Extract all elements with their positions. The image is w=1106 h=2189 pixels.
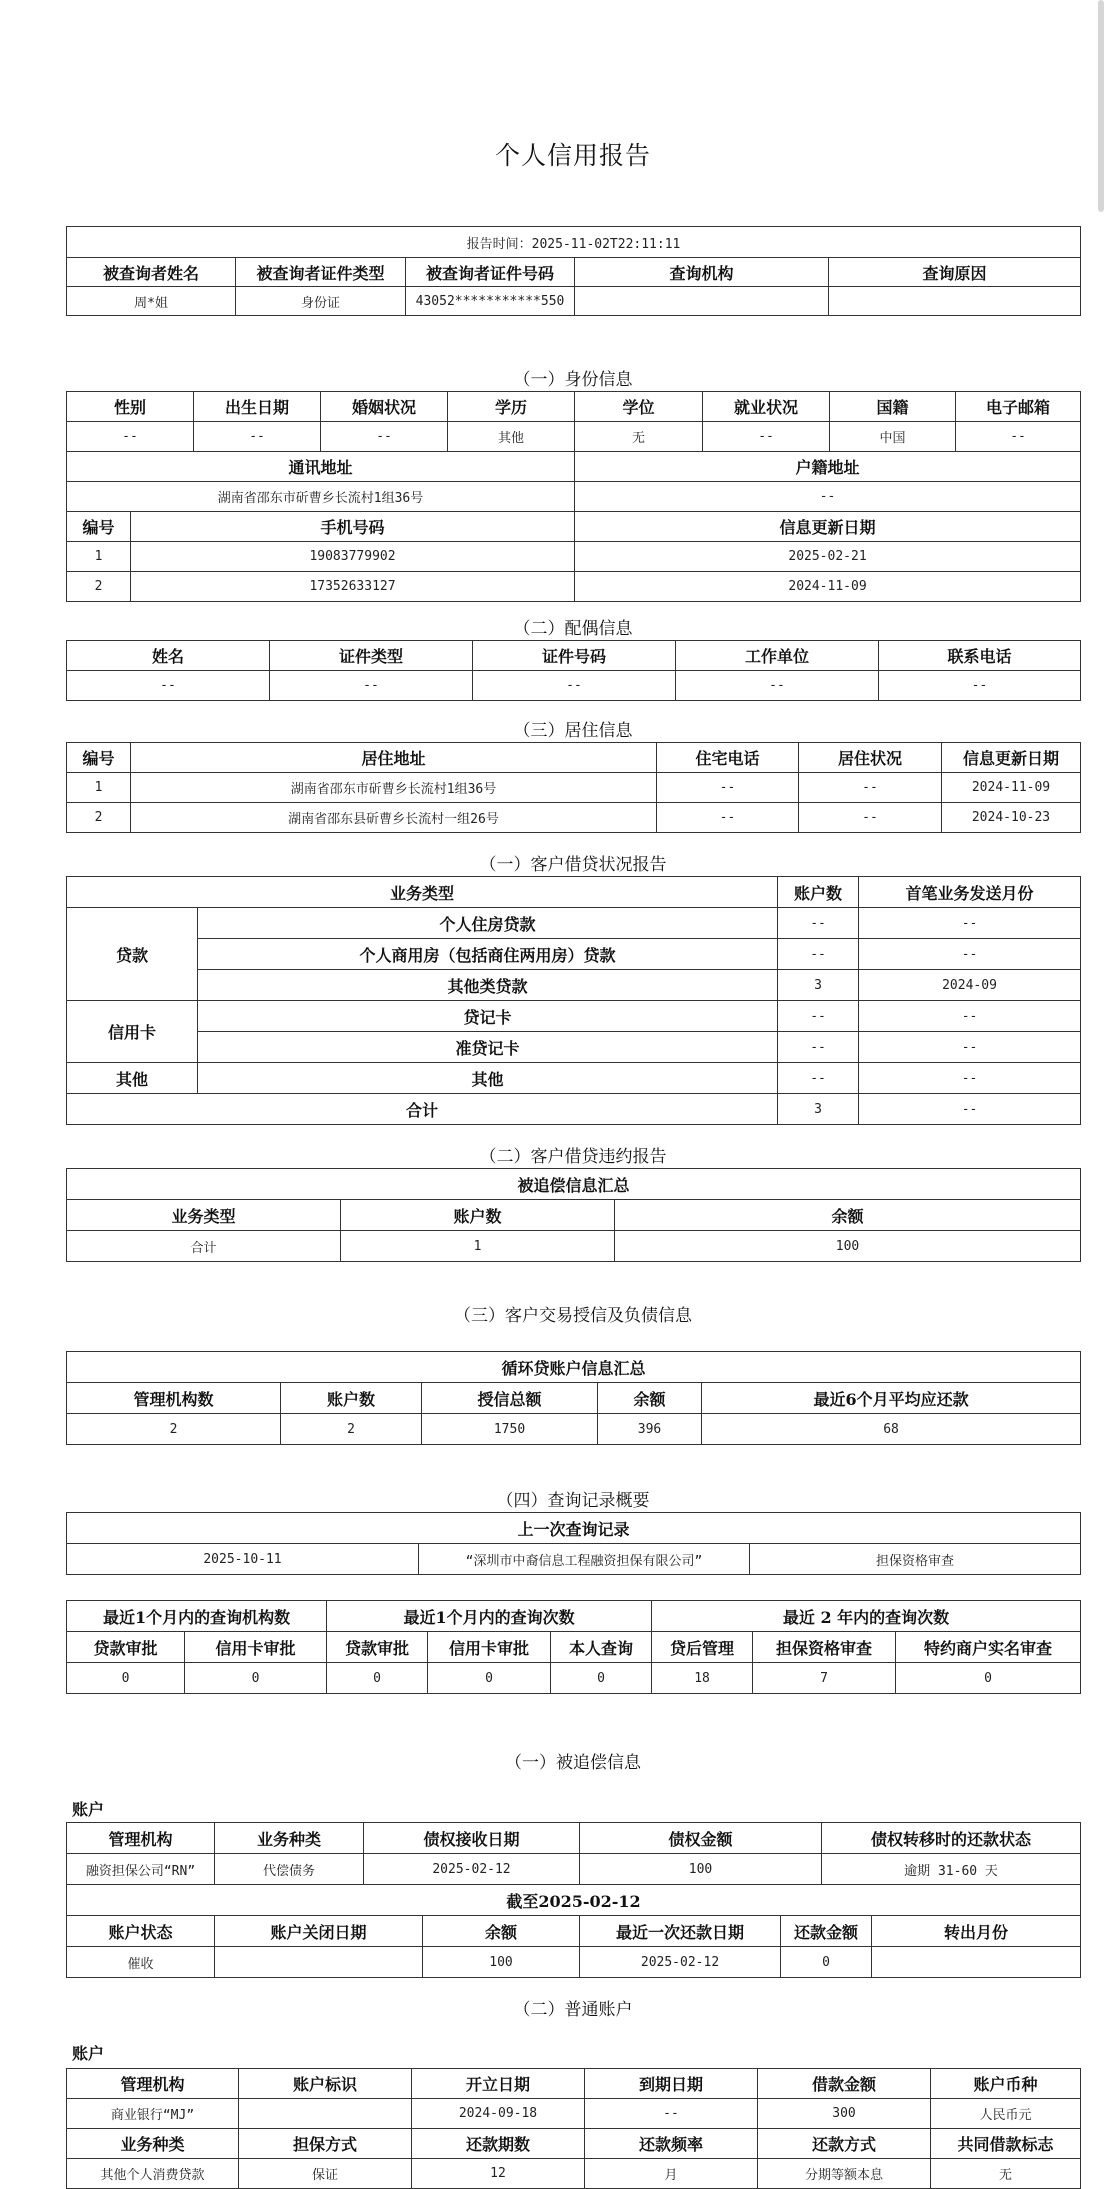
last-query-date: 2025-10-11 [67, 1544, 419, 1575]
normal-col-joint-flag: 共同借款标志 [931, 2129, 1081, 2159]
residence-status: -- [799, 773, 942, 803]
recovery-account-label: 账户 [72, 1800, 105, 1819]
spouse-col-id-type: 证件类型 [270, 641, 473, 671]
identity-col-birth: 出生日期 [194, 392, 321, 422]
loan-row-first-month: -- [859, 939, 1081, 970]
default-subtitle: 被追偿信息汇总 [67, 1169, 1081, 1200]
normal-val-joint-flag: 无 [931, 2159, 1081, 2189]
query-val: 0 [551, 1663, 652, 1694]
table-row [67, 773, 1081, 803]
residence-col-status: 居住状况 [799, 743, 942, 773]
phone-no: 1 [67, 542, 131, 572]
query-col: 信用卡审批 [428, 1632, 551, 1663]
residence-address: 湖南省邵东市斫曹乡长流村1组36号 [131, 773, 657, 803]
loan-row-count: -- [778, 1032, 859, 1063]
section-title-loan-status: （一）客户借贷状况报告 [479, 855, 667, 875]
recovery-col-amount: 债权金额 [580, 1823, 822, 1854]
table-row [67, 542, 1081, 572]
query-group-two-year-count: 最近 2 年内的查询次数 [652, 1601, 1081, 1632]
normal-col-currency: 账户币种 [931, 2069, 1081, 2099]
identity-val-household-address: -- [575, 482, 1081, 512]
recovery-val-amount: 100 [580, 1854, 822, 1885]
report-header-table [66, 226, 1081, 316]
identity-val-education: 其他 [448, 422, 575, 452]
identity-col-marital: 婚姻状况 [321, 392, 448, 422]
credit-val-balance: 396 [598, 1414, 702, 1445]
default-col-type: 业务类型 [67, 1200, 341, 1231]
loan-group-card: 信用卡 [67, 1001, 198, 1063]
identity-col-household-address: 户籍地址 [575, 452, 1081, 482]
phone-col-number: 手机号码 [131, 512, 575, 542]
identity-col-gender: 性别 [67, 392, 194, 422]
identity-val-gender: -- [67, 422, 194, 452]
normal-col-open-date: 开立日期 [412, 2069, 585, 2099]
identity-col-employment: 就业状况 [703, 392, 830, 422]
normal-val-account-id [239, 2099, 412, 2129]
credit-col-total-limit: 授信总额 [422, 1383, 598, 1414]
identity-col-email: 电子邮箱 [956, 392, 1081, 422]
recovery-col-account-status: 账户状态 [67, 1916, 215, 1947]
default-val-balance: 100 [615, 1231, 1081, 1262]
loan-row-first-month: -- [859, 1063, 1081, 1094]
residence-phone: -- [657, 803, 799, 833]
query-val: 0 [185, 1663, 327, 1694]
phone-col-no: 编号 [67, 512, 131, 542]
normal-val-installments: 12 [412, 2159, 585, 2189]
header-col-name: 被查询者姓名 [67, 258, 236, 287]
normal-col-frequency: 还款频率 [585, 2129, 758, 2159]
credit-col-institutions: 管理机构数 [67, 1383, 281, 1414]
report-time: 报告时间：2025-11-02T22:11:11 [67, 227, 1081, 258]
spouse-val-id-number: -- [473, 671, 676, 701]
header-col-id-number: 被查询者证件号码 [406, 258, 575, 287]
normal-val-open-date: 2024-09-18 [412, 2099, 585, 2129]
loan-row-type: 贷记卡 [198, 1001, 778, 1032]
loan-row-count: -- [778, 1063, 859, 1094]
identity-val-mail-address: 湖南省邵东市斫曹乡长流村1组36号 [67, 482, 575, 512]
header-val-reason [829, 287, 1081, 316]
table-row [67, 1094, 1081, 1125]
recovery-val-transfer-month [872, 1947, 1081, 1978]
normal-col-business: 业务种类 [67, 2129, 239, 2159]
normal-val-business: 其他个人消费贷款 [67, 2159, 239, 2189]
section-title-identity: （一）身份信息 [513, 370, 633, 390]
loan-row-first-month: -- [859, 908, 1081, 939]
recovery-col-received-date: 债权接收日期 [364, 1823, 580, 1854]
phone-number: 19083779902 [131, 542, 575, 572]
default-col-balance: 余额 [615, 1200, 1081, 1231]
normal-val-currency: 人民币元 [931, 2099, 1081, 2129]
loan-status-table [66, 876, 1081, 1125]
loan-col-count: 账户数 [778, 877, 859, 908]
residence-table [66, 742, 1081, 833]
credit-val-accounts: 2 [281, 1414, 422, 1445]
normal-col-installments: 还款期数 [412, 2129, 585, 2159]
recovery-val-balance: 100 [423, 1947, 580, 1978]
identity-val-degree: 无 [575, 422, 703, 452]
recovery-col-business: 业务种类 [215, 1823, 364, 1854]
loan-row-count: -- [778, 939, 859, 970]
table-row [67, 1063, 1081, 1094]
credit-subtitle: 循环贷账户信息汇总 [67, 1352, 1081, 1383]
spouse-val-id-type: -- [270, 671, 473, 701]
header-val-id-number: 43052***********550 [406, 287, 575, 316]
spouse-col-name: 姓名 [67, 641, 270, 671]
normal-val-guarantee: 保证 [239, 2159, 412, 2189]
recovery-val-repay-amount: 0 [781, 1947, 872, 1978]
normal-col-due-date: 到期日期 [585, 2069, 758, 2099]
section-title-recovery: （一）被追偿信息 [505, 1753, 641, 1773]
query-val: 0 [896, 1663, 1081, 1694]
spouse-table [66, 640, 1081, 701]
last-query-subtitle: 上一次查询记录 [67, 1513, 1081, 1544]
query-group-month-count: 最近1个月内的查询次数 [327, 1601, 652, 1632]
default-col-count: 账户数 [341, 1200, 615, 1231]
table-row [67, 939, 1081, 970]
section-title-query: （四）查询记录概要 [496, 1491, 650, 1511]
table-row [67, 908, 1081, 939]
query-group-institutions: 最近1个月内的查询机构数 [67, 1601, 327, 1632]
query-col: 贷后管理 [652, 1632, 753, 1663]
section-title-residence: （三）居住信息 [513, 721, 633, 741]
residence-col-no: 编号 [67, 743, 131, 773]
residence-phone: -- [657, 773, 799, 803]
recovery-col-repay-amount: 还款金额 [781, 1916, 872, 1947]
loan-row-type: 准贷记卡 [198, 1032, 778, 1063]
normal-account-table [66, 2068, 1081, 2189]
loan-total-first-month: -- [859, 1094, 1081, 1125]
query-val: 0 [67, 1663, 185, 1694]
loan-col-type: 业务类型 [67, 877, 778, 908]
phone-col-updated: 信息更新日期 [575, 512, 1081, 542]
last-query-institution: “深圳市中裔信息工程融资担保有限公司” [419, 1544, 750, 1575]
normal-col-amount: 借款金额 [758, 2069, 931, 2099]
table-row [67, 1032, 1081, 1063]
recovery-val-business: 代偿债务 [215, 1854, 364, 1885]
table-row [67, 970, 1081, 1001]
loan-row-count: -- [778, 908, 859, 939]
identity-col-mail-address: 通讯地址 [67, 452, 575, 482]
identity-val-nationality: 中国 [830, 422, 956, 452]
credit-table [66, 1351, 1081, 1445]
residence-updated: 2024-11-09 [942, 773, 1081, 803]
recovery-col-last-repay-date: 最近一次还款日期 [580, 1916, 781, 1947]
section-title-credit: （三）客户交易授信及负债信息 [454, 1306, 692, 1326]
loan-row-type: 其他类贷款 [198, 970, 778, 1001]
normal-account-label: 账户 [72, 2044, 105, 2063]
loan-row-type: 个人住房贷款 [198, 908, 778, 939]
query-col: 本人查询 [551, 1632, 652, 1663]
identity-col-education: 学历 [448, 392, 575, 422]
identity-table [66, 391, 1081, 602]
residence-address: 湖南省邵东县斫曹乡长流村一组26号 [131, 803, 657, 833]
recovery-asof: 截至2025-02-12 [67, 1885, 1081, 1916]
identity-val-email: -- [956, 422, 1081, 452]
normal-val-amount: 300 [758, 2099, 931, 2129]
phone-updated: 2024-11-09 [575, 572, 1081, 602]
section-title-normal: （二）普通账户 [513, 2000, 633, 2020]
loan-total-label: 合计 [67, 1094, 778, 1125]
default-val-type: 合计 [67, 1231, 341, 1262]
table-row [67, 1001, 1081, 1032]
recovery-col-status: 债权转移时的还款状态 [822, 1823, 1081, 1854]
query-val: 18 [652, 1663, 753, 1694]
header-val-name: 周*姐 [67, 287, 236, 316]
identity-val-birth: -- [194, 422, 321, 452]
loan-row-type: 其他 [198, 1063, 778, 1094]
credit-col-avg-repay: 最近6个月平均应还款 [702, 1383, 1081, 1414]
loan-row-first-month: -- [859, 1032, 1081, 1063]
default-table [66, 1168, 1081, 1262]
phone-number: 17352633127 [131, 572, 575, 602]
residence-col-address: 居住地址 [131, 743, 657, 773]
normal-col-account-id: 账户标识 [239, 2069, 412, 2099]
credit-val-institutions: 2 [67, 1414, 281, 1445]
header-col-id-type: 被查询者证件类型 [236, 258, 406, 287]
residence-col-updated: 信息更新日期 [942, 743, 1081, 773]
recovery-val-close-date [215, 1947, 423, 1978]
spouse-val-phone: -- [879, 671, 1081, 701]
default-val-count: 1 [341, 1231, 615, 1262]
loan-total-count: 3 [778, 1094, 859, 1125]
query-col: 贷款审批 [67, 1632, 185, 1663]
normal-col-repay-method: 还款方式 [758, 2129, 931, 2159]
credit-col-accounts: 账户数 [281, 1383, 422, 1414]
normal-val-institution: 商业银行“MJ” [67, 2099, 239, 2129]
phone-updated: 2025-02-21 [575, 542, 1081, 572]
normal-col-guarantee: 担保方式 [239, 2129, 412, 2159]
recovery-col-close-date: 账户关闭日期 [215, 1916, 423, 1947]
recovery-col-balance: 余额 [423, 1916, 580, 1947]
recovery-col-transfer-month: 转出月份 [872, 1916, 1081, 1947]
credit-val-total-limit: 1750 [422, 1414, 598, 1445]
query-col: 特约商户实名审查 [896, 1632, 1081, 1663]
loan-row-count: -- [778, 1001, 859, 1032]
spouse-col-employer: 工作单位 [676, 641, 879, 671]
query-col: 担保资格审查 [753, 1632, 896, 1663]
phone-no: 2 [67, 572, 131, 602]
recovery-val-last-repay-date: 2025-02-12 [580, 1947, 781, 1978]
table-row [67, 572, 1081, 602]
recovery-val-status: 逾期 31-60 天 [822, 1854, 1081, 1885]
section-title-spouse: （二）配偶信息 [513, 619, 633, 639]
header-col-reason: 查询原因 [829, 258, 1081, 287]
recovery-val-institution: 融资担保公司“RN” [67, 1854, 215, 1885]
recovery-val-received-date: 2025-02-12 [364, 1854, 580, 1885]
loan-row-first-month: -- [859, 1001, 1081, 1032]
loan-group-other: 其他 [67, 1063, 198, 1094]
identity-val-employment: -- [703, 422, 830, 452]
normal-val-due-date: -- [585, 2099, 758, 2129]
recovery-col-institution: 管理机构 [67, 1823, 215, 1854]
page-title: 个人信用报告 [494, 141, 651, 170]
recovery-val-account-status: 催收 [67, 1947, 215, 1978]
query-val: 0 [327, 1663, 428, 1694]
residence-col-phone: 住宅电话 [657, 743, 799, 773]
query-val: 7 [753, 1663, 896, 1694]
spouse-val-name: -- [67, 671, 270, 701]
scrollbar-thumb[interactable] [1098, 0, 1104, 212]
last-query-reason: 担保资格审查 [750, 1544, 1081, 1575]
residence-updated: 2024-10-23 [942, 803, 1081, 833]
header-val-institution [575, 287, 829, 316]
query-col: 贷款审批 [327, 1632, 428, 1663]
identity-col-degree: 学位 [575, 392, 703, 422]
header-val-id-type: 身份证 [236, 287, 406, 316]
spouse-col-phone: 联系电话 [879, 641, 1081, 671]
loan-row-first-month: 2024-09 [859, 970, 1081, 1001]
query-col: 信用卡审批 [185, 1632, 327, 1663]
residence-no: 1 [67, 773, 131, 803]
section-title-default: （二）客户借贷违约报告 [479, 1147, 667, 1167]
credit-col-balance: 余额 [598, 1383, 702, 1414]
normal-val-repay-method: 分期等额本息 [758, 2159, 931, 2189]
recovery-table [66, 1822, 1081, 1978]
query-count-table [66, 1600, 1081, 1694]
loan-row-count: 3 [778, 970, 859, 1001]
identity-val-marital: -- [321, 422, 448, 452]
normal-col-institution: 管理机构 [67, 2069, 239, 2099]
credit-val-avg-repay: 68 [702, 1414, 1081, 1445]
residence-status: -- [799, 803, 942, 833]
spouse-col-id-number: 证件号码 [473, 641, 676, 671]
loan-col-first-month: 首笔业务发送月份 [859, 877, 1081, 908]
header-col-institution: 查询机构 [575, 258, 829, 287]
loan-row-type: 个人商用房（包括商住两用房）贷款 [198, 939, 778, 970]
last-query-table [66, 1512, 1081, 1575]
loan-group-loan: 贷款 [67, 908, 198, 1001]
query-val: 0 [428, 1663, 551, 1694]
spouse-val-employer: -- [676, 671, 879, 701]
residence-no: 2 [67, 803, 131, 833]
identity-col-nationality: 国籍 [830, 392, 956, 422]
normal-val-frequency: 月 [585, 2159, 758, 2189]
table-row [67, 803, 1081, 833]
